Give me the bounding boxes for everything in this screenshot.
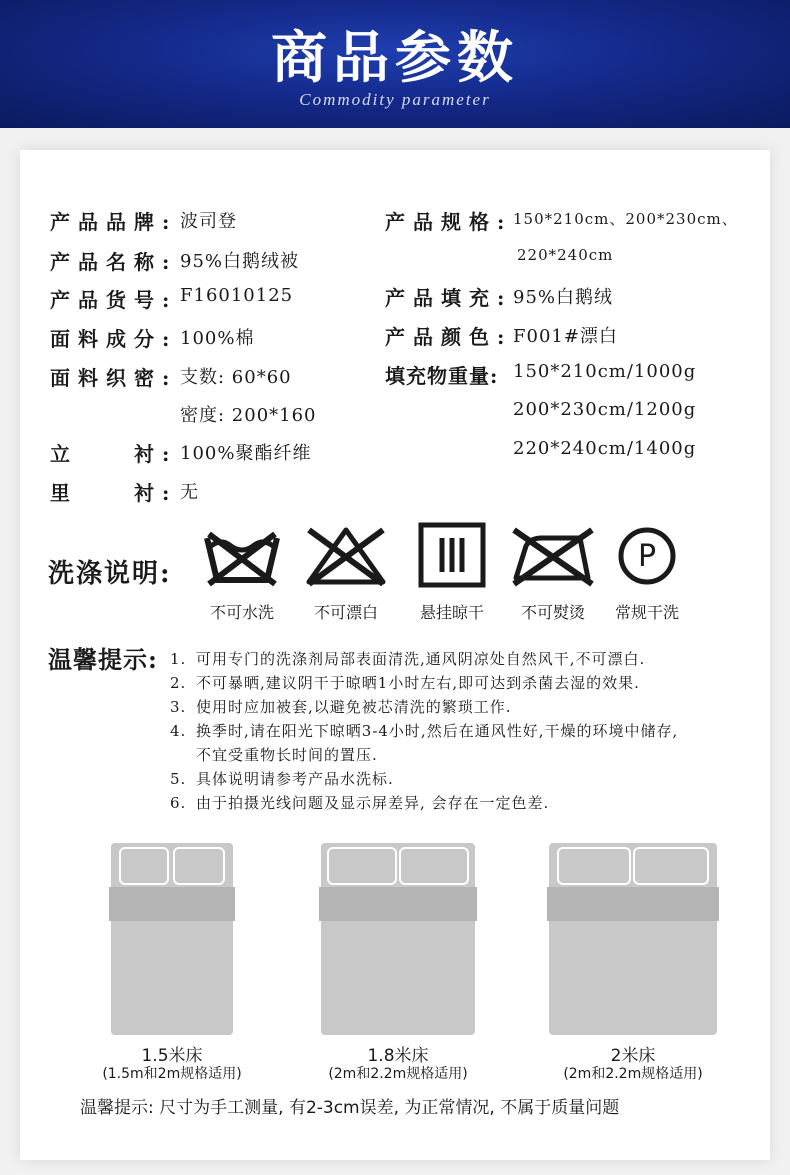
bed-note: (1.5m和2m规格适用) bbox=[102, 1066, 242, 1082]
care-label: 不可熨烫 bbox=[520, 603, 585, 622]
care-label: 不可水洗 bbox=[209, 603, 274, 622]
bed-note: (2m和2.2m规格适用) bbox=[328, 1066, 468, 1082]
tip-item: 6. 由于拍摄光线问题及显示屏差异, 会存在一定色差. bbox=[170, 794, 550, 812]
bed-fold bbox=[109, 887, 235, 921]
inner-lining-label: 里 衬: bbox=[50, 481, 178, 505]
color-value: F001#漂白 bbox=[513, 326, 618, 347]
care-label: 不可漂白 bbox=[313, 603, 378, 622]
dry-clean-p-icon bbox=[592, 524, 702, 588]
brand-value: 波司登 bbox=[180, 211, 237, 232]
bed-note: (2m和2.2m规格适用) bbox=[563, 1066, 703, 1082]
filling-label: 产品填充: bbox=[385, 286, 513, 310]
svg-text:P: P bbox=[637, 539, 657, 574]
name-label: 产品名称: bbox=[50, 250, 178, 274]
tip-item: 1. 可用专门的洗涤剂局部表面清洗,通风阴凉处自然风干,不可漂白. bbox=[170, 650, 646, 668]
bed-fold bbox=[319, 887, 477, 921]
pillow-icon bbox=[557, 847, 631, 885]
lining-label: 立 衬: bbox=[50, 442, 178, 466]
bed-name: 2米床 bbox=[610, 1046, 656, 1066]
weight-label: 填充物重量: bbox=[385, 364, 499, 388]
bed-fold bbox=[547, 887, 719, 921]
size-disclaimer: 温馨提示: 尺寸为手工测量, 有2-3cm误差, 为正常情况, 不属于质量问题 bbox=[80, 1098, 620, 1118]
pillow-icon bbox=[327, 847, 397, 885]
brand-label: 产品品牌: bbox=[50, 210, 178, 234]
pillow-icon bbox=[633, 847, 709, 885]
weight-value-3: 220*240cm/1400g bbox=[513, 438, 697, 459]
inner-lining-value: 无 bbox=[180, 482, 199, 503]
density-value: 密度: 200*160 bbox=[180, 405, 317, 426]
page-title: 商品参数 bbox=[271, 25, 519, 91]
sku-value: F16010125 bbox=[180, 285, 294, 306]
weight-value-2: 200*230cm/1200g bbox=[513, 399, 697, 420]
lining-value: 100%聚酯纤维 bbox=[180, 443, 312, 464]
tip-item: 2. 不可暴晒,建议阴干于晾晒1小时左右,即可达到杀菌去湿的效果. bbox=[170, 674, 640, 692]
tip-item-continued: 不宜受重物长时间的置压. bbox=[196, 746, 378, 764]
page-subtitle: Commodity parameter bbox=[299, 90, 491, 109]
tip-item: 3. 使用时应加被套,以避免被芯清洗的繁琐工作. bbox=[170, 698, 512, 716]
pillow-icon bbox=[119, 847, 169, 885]
pillow-icon bbox=[173, 847, 225, 885]
bed-name: 1.8米床 bbox=[367, 1046, 429, 1066]
size-label: 产品规格: bbox=[385, 210, 513, 234]
hang-dry-icon bbox=[397, 522, 507, 588]
color-label: 产品颜色: bbox=[385, 325, 513, 349]
tip-item: 5. 具体说明请参考产品水洗标. bbox=[170, 770, 394, 788]
fabric-value: 100%棉 bbox=[180, 328, 255, 349]
weight-value-1: 150*210cm/1000g bbox=[513, 361, 697, 382]
bed-name: 1.5米床 bbox=[141, 1046, 203, 1066]
density-label: 面料织密: bbox=[50, 366, 178, 390]
sku-label: 产品货号: bbox=[50, 288, 178, 312]
care-label: 常规干洗 bbox=[614, 603, 679, 622]
no-bleach-icon bbox=[291, 524, 401, 588]
pillow-icon bbox=[399, 847, 469, 885]
tips-title: 温馨提示: bbox=[48, 645, 158, 674]
tip-item: 4. 换季时,请在阳光下晾晒3-4小时,然后在通风性好,干燥的环境中储存, bbox=[170, 722, 679, 740]
fabric-label: 面料成分: bbox=[50, 327, 178, 351]
header-banner bbox=[0, 0, 790, 128]
filling-value: 95%白鹅绒 bbox=[513, 287, 614, 308]
density-count: 支数: 60*60 bbox=[180, 367, 292, 388]
size-value-2: 220*240cm bbox=[517, 246, 614, 264]
no-wash-icon bbox=[187, 524, 297, 588]
name-value: 95%白鹅绒被 bbox=[180, 251, 300, 272]
care-label: 悬挂晾干 bbox=[419, 603, 484, 622]
care-title: 洗涤说明: bbox=[48, 559, 172, 589]
size-value-1: 150*210cm、200*230cm、 bbox=[513, 210, 738, 228]
